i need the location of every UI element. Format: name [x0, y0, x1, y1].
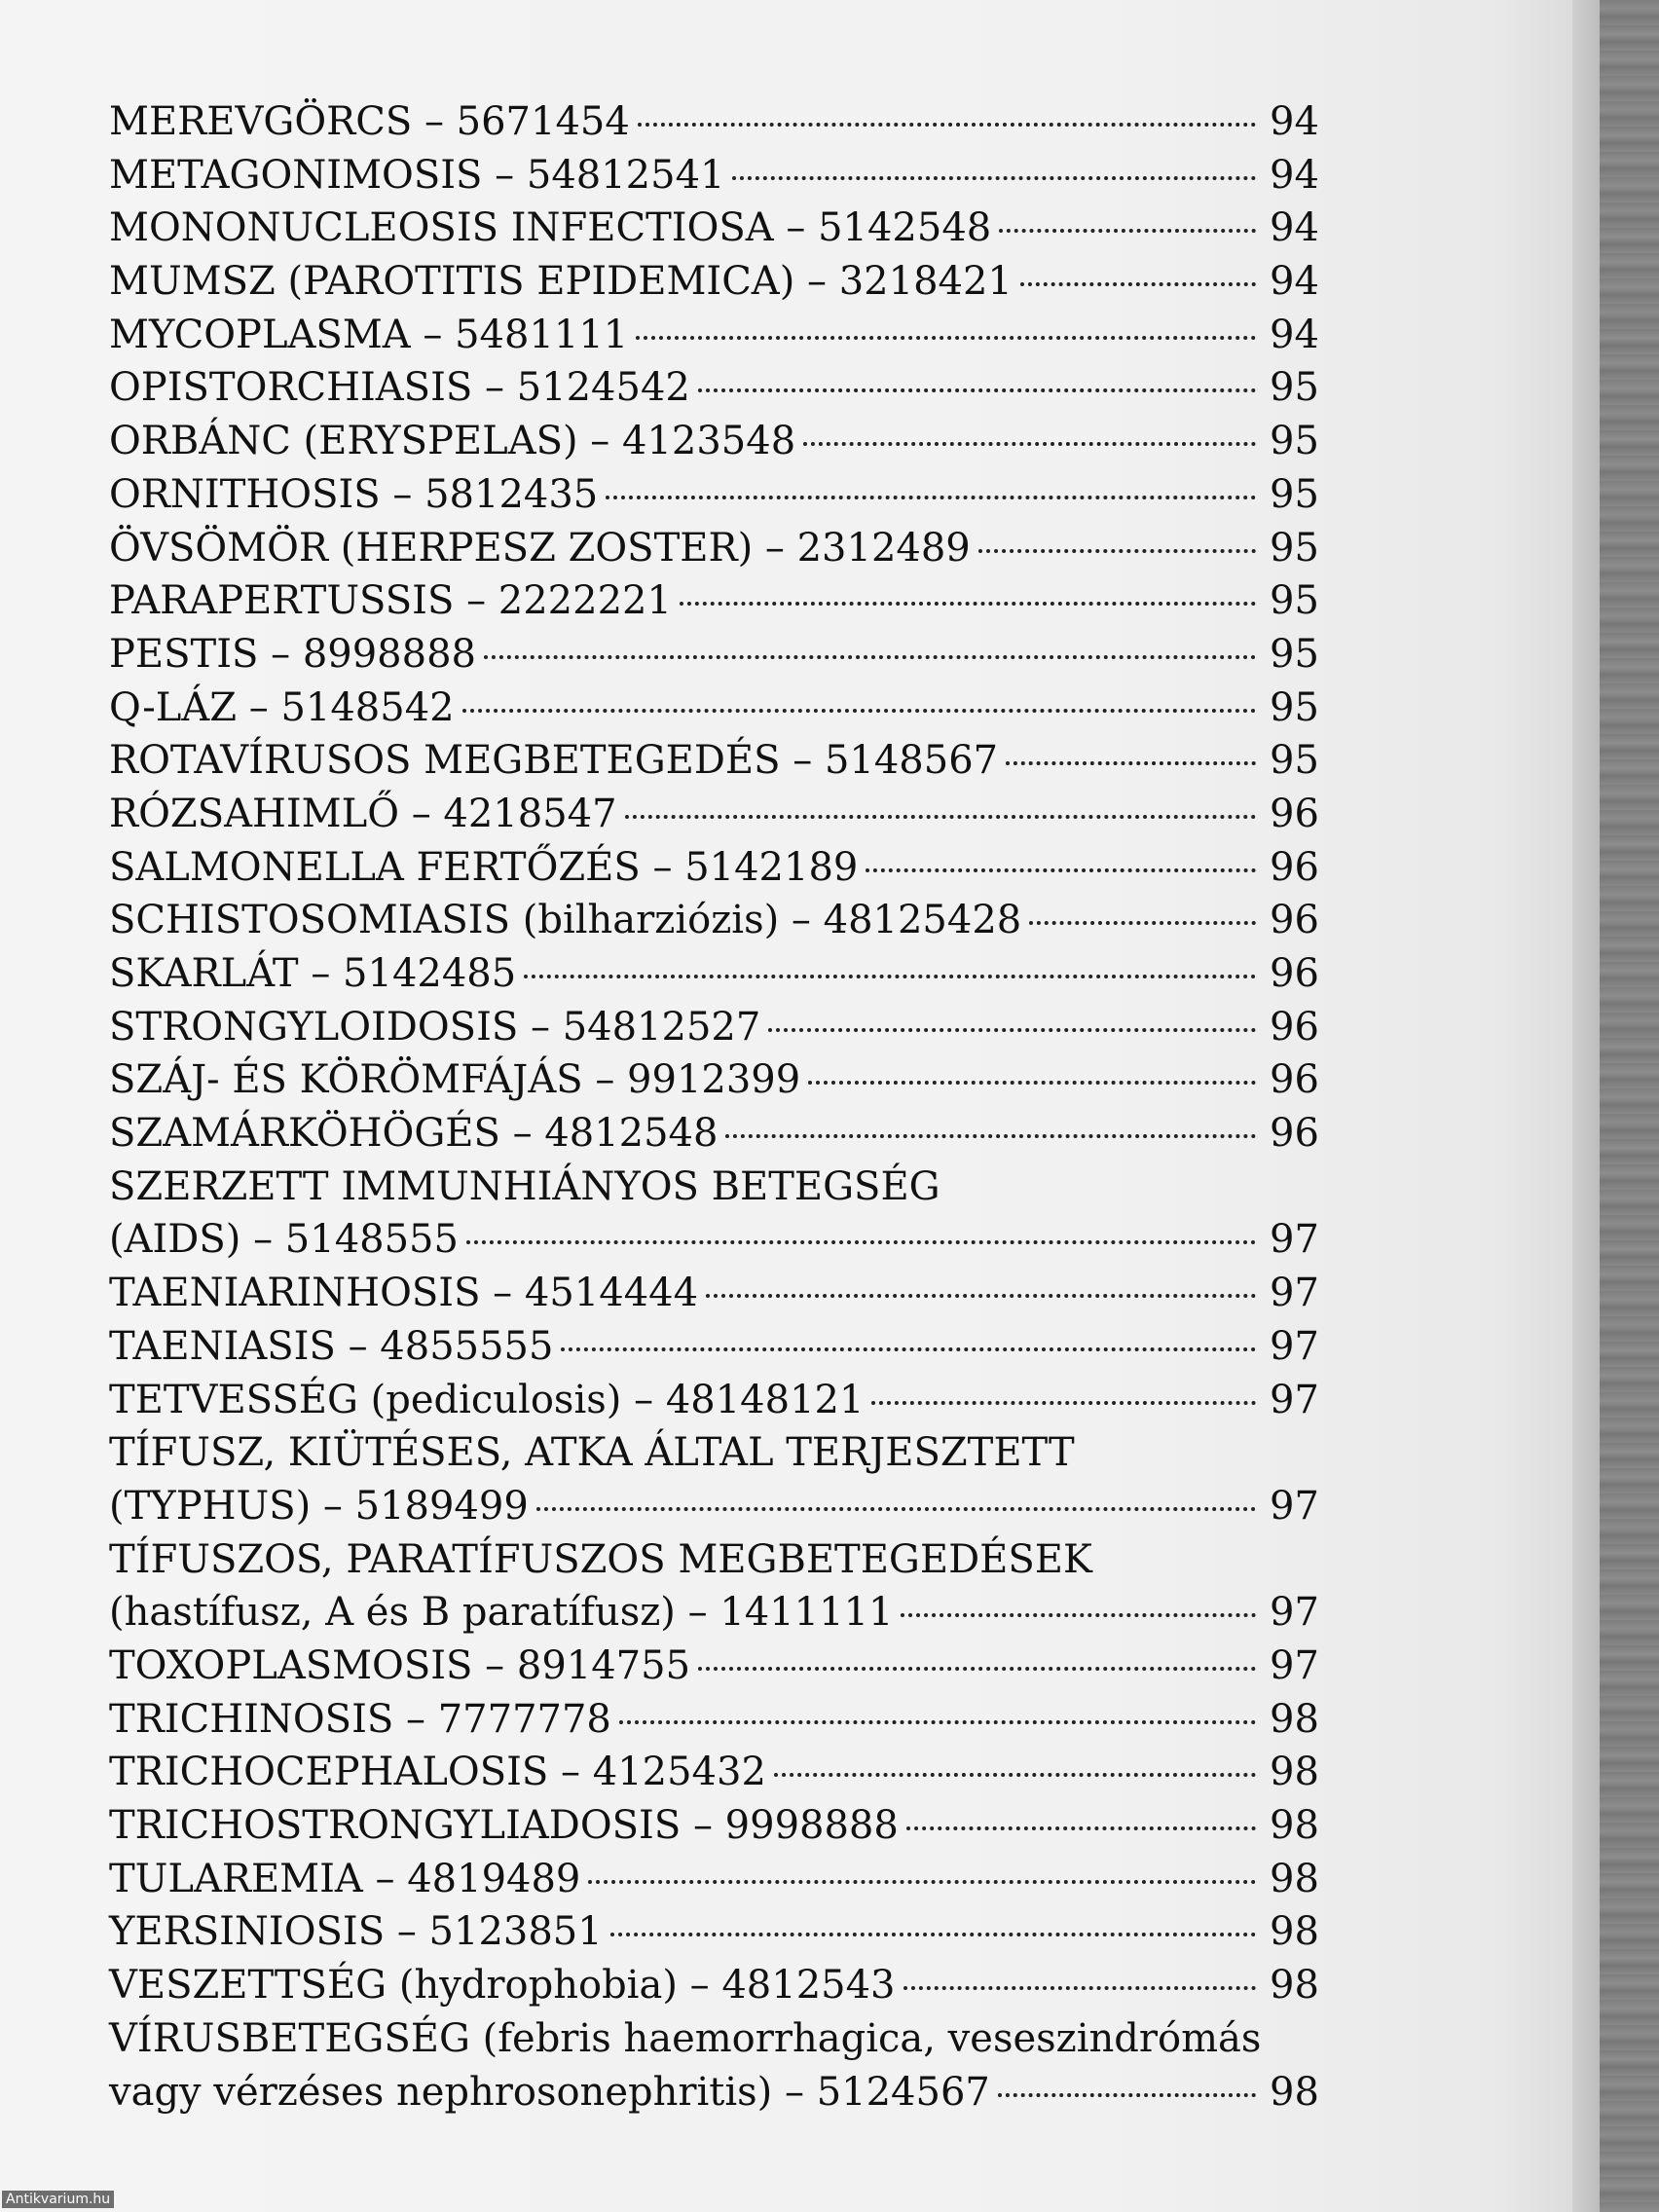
entry-label: SZÁJ- ÉS KÖRÖMFÁJÁS – 9912399: [109, 1057, 801, 1103]
entry-label: SZAMÁRKÖHÖGÉS – 4812548: [109, 1111, 719, 1157]
index-entry: [109, 1905, 1319, 1959]
dot-leader: [871, 1401, 1256, 1405]
index-entry: [109, 1320, 1319, 1374]
dot-leader: [998, 2093, 1256, 2097]
index-entry: [109, 682, 1319, 735]
index-entry: [109, 1267, 1319, 1320]
index-entry: [109, 468, 1319, 522]
entry-label: OPISTORCHIASIS – 5124542: [109, 365, 690, 411]
entry-page-number: 97: [1270, 1483, 1319, 1529]
dot-leader: [636, 336, 1256, 340]
entry-page-number: 95: [1270, 419, 1319, 464]
page-edge: [1572, 0, 1600, 2212]
index-entry: [109, 309, 1319, 362]
dot-leader: [1006, 761, 1256, 765]
entry-label: ORNITHOSIS – 5812435: [109, 471, 599, 517]
entry-label: TRICHOCEPHALOSIS – 4125432: [109, 1750, 766, 1795]
entry-page-number: 95: [1270, 631, 1319, 677]
index-entry: [109, 1693, 1319, 1747]
dot-leader: [680, 602, 1256, 606]
entry-page-number: 95: [1270, 578, 1319, 624]
dot-leader: [610, 1933, 1256, 1936]
entry-label: ORBÁNC (ERYSPELAS) – 4123548: [109, 419, 796, 464]
dot-leader: [462, 709, 1256, 713]
index-entry: [109, 361, 1319, 415]
dot-leader: [698, 1667, 1256, 1671]
dot-leader: [484, 655, 1256, 659]
index-entry: [109, 1374, 1319, 1427]
index-entry: [109, 202, 1319, 255]
dot-leader: [1020, 282, 1256, 286]
entry-label: STRONGYLOIDOSIS – 54812527: [109, 1004, 761, 1050]
index-entry: [109, 255, 1319, 309]
entry-page-number: 94: [1270, 312, 1319, 357]
entry-label: TRICHINOSIS – 7777778: [109, 1696, 611, 1742]
dot-leader: [1029, 921, 1256, 925]
entry-label: MEREVGÖRCS – 5671454: [109, 99, 630, 144]
entry-page-number: 95: [1270, 471, 1319, 517]
index-entry: [109, 628, 1319, 682]
index-entry: [109, 415, 1319, 468]
entry-page-number: 96: [1270, 1111, 1319, 1157]
dot-leader: [625, 815, 1256, 819]
dot-leader: [725, 1134, 1256, 1138]
dot-leader: [536, 1507, 1256, 1511]
entry-label: PARAPERTUSSIS – 2222221: [109, 578, 672, 624]
entry-page-number: 96: [1270, 1057, 1319, 1103]
watermark-logo: Antikvarium.hu: [2, 2191, 114, 2208]
index-entry: [109, 1053, 1319, 1107]
index-entry: [109, 1001, 1319, 1054]
entry-label: TETVESSÉG (pediculosis) – 48148121: [109, 1377, 865, 1422]
entry-page-number: 97: [1270, 1271, 1319, 1316]
entry-page-number: 98: [1270, 1909, 1319, 1955]
dot-leader: [619, 1720, 1256, 1724]
index-list: [109, 95, 1319, 2119]
dot-leader: [524, 975, 1256, 978]
dot-leader: [901, 1613, 1256, 1617]
entry-page-number: 98: [1270, 1803, 1319, 1849]
entry-label: TOXOPLASMOSIS – 8914755: [109, 1642, 691, 1688]
entry-label: MYCOPLASMA – 5481111: [109, 312, 629, 357]
entry-label: TULAREMIA – 4819489: [109, 1856, 581, 1901]
dot-leader: [561, 1347, 1256, 1351]
entry-page-number: 94: [1270, 259, 1319, 305]
index-entry: [109, 522, 1319, 575]
dot-leader: [866, 868, 1256, 872]
entry-label: vagy vérzéses nephrosonephritis) – 5124567: [109, 2069, 990, 2115]
dot-leader: [774, 1773, 1256, 1777]
entry-label: METAGONIMOSIS – 54812541: [109, 152, 725, 198]
entry-page-number: 96: [1270, 898, 1319, 943]
entry-label: Q-LÁZ – 5148542: [109, 684, 455, 730]
entry-label: YERSINIOSIS – 5123851: [109, 1909, 603, 1955]
index-entry: [109, 1107, 1319, 1161]
dot-leader: [588, 1880, 1256, 1884]
index-entry: [109, 841, 1319, 895]
entry-page-number: 96: [1270, 791, 1319, 836]
index-entry: [109, 1799, 1319, 1853]
index-entry: [109, 734, 1319, 788]
dot-leader: [732, 176, 1256, 180]
index-entry: [109, 1161, 1319, 1267]
entry-page-number: 95: [1270, 738, 1319, 784]
entry-label: (hastífusz, A és B paratífusz) – 1411111: [109, 1590, 894, 1636]
book-gutter: [1600, 0, 1659, 2212]
entry-page-number: 97: [1270, 1323, 1319, 1369]
dot-leader: [606, 496, 1256, 499]
entry-page-number: 98: [1270, 1856, 1319, 1901]
entry-label-line1: VÍRUSBETEGSÉG (febris haemorrhagica, veseszindrómás: [109, 2015, 1262, 2061]
entry-page-number: 97: [1270, 1642, 1319, 1688]
entry-label: ROTAVÍRUSOS MEGBETEGEDÉS – 5148567: [109, 738, 999, 784]
index-entry: [109, 894, 1319, 947]
index-entry: [109, 149, 1319, 203]
dot-leader: [706, 1294, 1256, 1298]
dot-leader: [999, 229, 1256, 233]
entry-label: RÓZSAHIMLŐ – 4218547: [109, 791, 617, 836]
entry-label-line1: TÍFUSZ, KIÜTÉSES, ATKA ÁLTAL TERJESZTETT: [109, 1430, 1075, 1476]
entry-label: TAENIARINHOSIS – 4514444: [109, 1271, 699, 1316]
entry-page-number: 97: [1270, 1217, 1319, 1263]
dot-leader: [638, 123, 1256, 127]
dot-leader: [768, 1028, 1256, 1032]
entry-page-number: 96: [1270, 844, 1319, 890]
index-entry: [109, 1746, 1319, 1799]
entry-page-number: 98: [1270, 1750, 1319, 1795]
entry-page-number: 94: [1270, 205, 1319, 251]
entry-label: ÖVSÖMÖR (HERPESZ ZOSTER) – 2312489: [109, 525, 971, 571]
index-entry: [109, 1426, 1319, 1532]
dot-leader: [698, 388, 1256, 392]
entry-page-number: 98: [1270, 2069, 1319, 2115]
entry-page-number: 97: [1270, 1590, 1319, 1636]
entry-label: PESTIS – 8998888: [109, 631, 476, 677]
index-entry: [109, 2012, 1319, 2119]
dot-leader: [808, 1081, 1256, 1085]
entry-label: MONONUCLEOSIS INFECTIOSA – 5142548: [109, 205, 992, 251]
dot-leader: [903, 1986, 1257, 1990]
index-entry: [109, 574, 1319, 628]
entry-label: SKARLÁT – 5142485: [109, 951, 517, 996]
dot-leader: [906, 1826, 1256, 1830]
entry-label: TAENIASIS – 4855555: [109, 1323, 554, 1369]
entry-page-number: 98: [1270, 1963, 1319, 2009]
index-entry: [109, 1640, 1319, 1693]
entry-page-number: 98: [1270, 1696, 1319, 1742]
entry-label: (AIDS) – 5148555: [109, 1217, 459, 1263]
dot-leader: [803, 442, 1256, 446]
entry-label: SCHISTOSOMIASIS (bilharziózis) – 48125428: [109, 898, 1022, 943]
entry-label-line1: TÍFUSZOS, PARATÍFUSZOS MEGBETEGEDÉSEK: [109, 1536, 1092, 1582]
index-entry: [109, 947, 1319, 1001]
entry-label-line1: SZERZETT IMMUNHIÁNYOS BETEGSÉG: [109, 1163, 940, 1209]
index-entry: [109, 1533, 1319, 1640]
entry-page-number: 96: [1270, 1004, 1319, 1050]
entry-label: MUMSZ (PAROTITIS EPIDEMICA) – 3218421: [109, 259, 1013, 305]
entry-label: (TYPHUS) – 5189499: [109, 1483, 529, 1529]
entry-page-number: 94: [1270, 152, 1319, 198]
entry-page-number: 96: [1270, 951, 1319, 996]
entry-page-number: 94: [1270, 99, 1319, 144]
entry-label: SALMONELLA FERTŐZÉS – 5142189: [109, 844, 859, 890]
dot-leader: [466, 1240, 1256, 1244]
entry-page-number: 97: [1270, 1377, 1319, 1422]
dot-leader: [978, 549, 1256, 553]
index-entry: [109, 1959, 1319, 2012]
index-entry: [109, 1853, 1319, 1906]
index-entry: [109, 788, 1319, 841]
entry-label: VESZETTSÉG (hydrophobia) – 4812543: [109, 1963, 896, 2009]
entry-page-number: 95: [1270, 525, 1319, 571]
entry-page-number: 95: [1270, 684, 1319, 730]
entry-label: TRICHOSTRONGYLIADOSIS – 9998888: [109, 1803, 899, 1849]
index-entry: [109, 95, 1319, 149]
entry-page-number: 95: [1270, 365, 1319, 411]
